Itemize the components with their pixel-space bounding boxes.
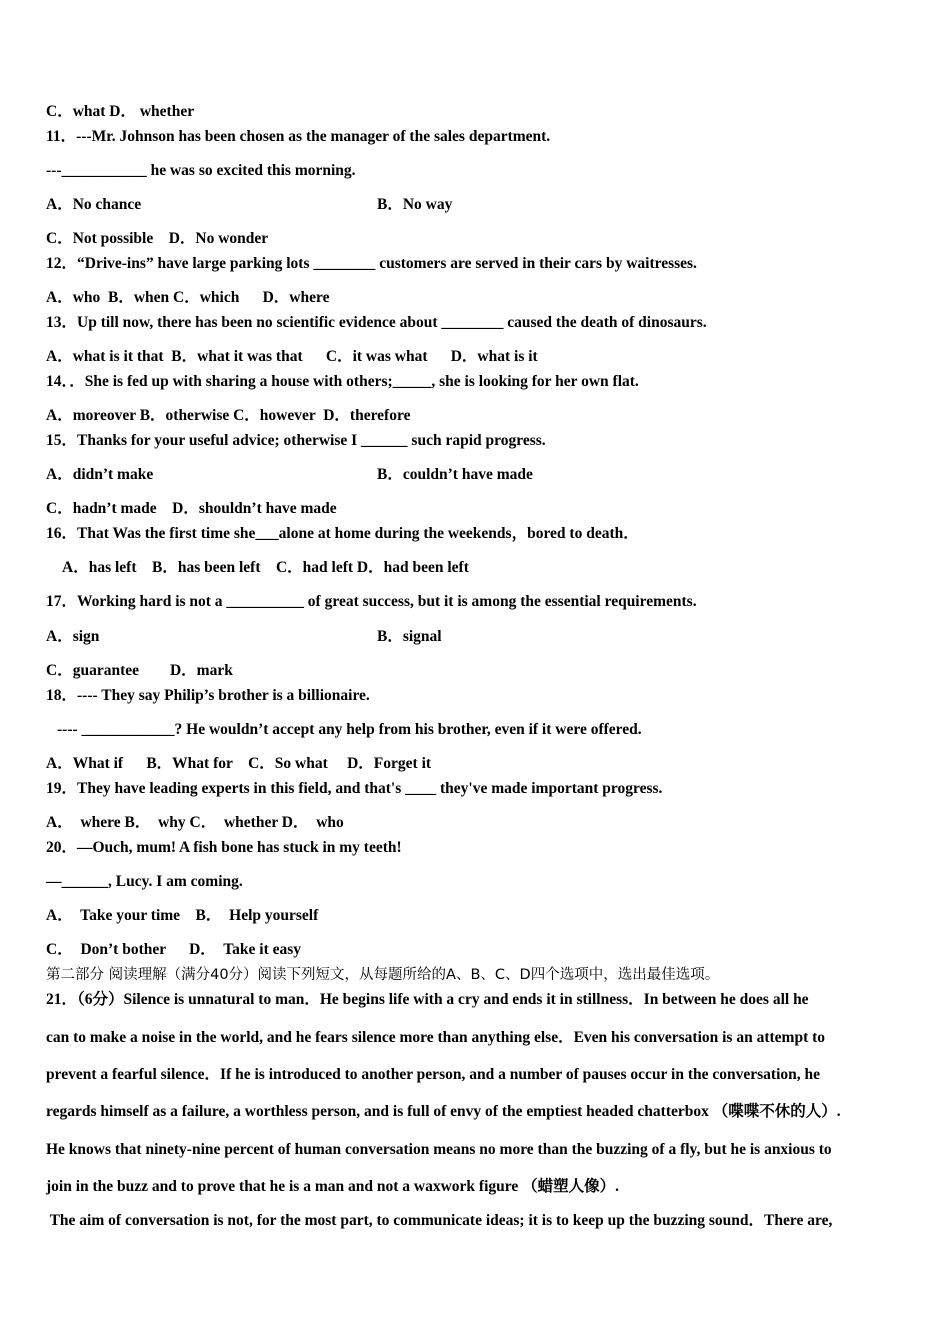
q15-options-cd: C．hadn’t made D．shouldn’t have made bbox=[46, 500, 337, 517]
q14-options: A．moreover B．otherwise C．however D．therefore bbox=[46, 407, 411, 424]
q11-option-b: B．No way bbox=[377, 196, 453, 213]
q11-reply: ---___________ he was so excited this morning. bbox=[46, 162, 356, 179]
q15-option-a: A．didn’t make bbox=[46, 466, 154, 483]
passage-line: join in the buzz and to prove that he is a man and not a waxwork figure （蜡塑人像）. bbox=[46, 1178, 619, 1195]
q20-options-ab: A． Take your time B． Help yourself bbox=[46, 907, 319, 924]
q10-options-cd: C．what D． whether bbox=[46, 103, 195, 120]
q20-reply: —______, Lucy. I am coming. bbox=[46, 873, 243, 890]
q15-option-b: B．couldn’t have made bbox=[377, 466, 533, 483]
q17-option-a: A．sign bbox=[46, 628, 100, 645]
q12-options: A．who B．when C．which D．where bbox=[46, 289, 330, 306]
q11-stem: 11．---Mr. Johnson has been chosen as the manager of the sales department. bbox=[46, 128, 551, 145]
q17-options-cd: C．guarantee D．mark bbox=[46, 662, 233, 679]
section-heading: 第二部分 阅读理解（满分40分）阅读下列短文，从每题所给的A、B、C、D四个选项中，选出最佳选项。 bbox=[46, 967, 720, 983]
passage-line: The aim of conversation is not, for the most part, to communicate ideas; it is to keep up the buzzing sound．There are, bbox=[46, 1212, 833, 1229]
q13-options: A．what is it that B．what it was that C．it was what D．what is it bbox=[46, 348, 538, 365]
q16-stem: 16．That Was the first time she___alone at home during the weekends，bored to death． bbox=[46, 525, 639, 542]
passage-line: He knows that ninety-nine percent of human conversation means no more than the buzzing of a fly, but he is anxious to bbox=[46, 1141, 832, 1158]
passage-line: can to make a noise in the world, and he fears silence more than anything else．Even his conversation is an attempt to bbox=[46, 1029, 826, 1046]
q15-stem: 15．Thanks for your useful advice; otherwise I ______ such rapid progress. bbox=[46, 432, 546, 449]
q19-options: A． where B． why C． whether D． who bbox=[46, 814, 344, 831]
q18-stem: 18．---- They say Philip’s brother is a billionaire. bbox=[46, 687, 370, 704]
passage-line: prevent a fearful silence．If he is introduced to another person, and a number of pauses occur in the conversation, he bbox=[46, 1066, 821, 1083]
passage-line: 21．（6分）Silence is unnatural to man．He begins life with a cry and ends it in stillness．In between he does all he bbox=[46, 991, 809, 1008]
q14-stem: 14．．She is fed up with sharing a house with others;_____, she is looking for her own flat. bbox=[46, 373, 639, 390]
q11-options-cd: C．Not possible D．No wonder bbox=[46, 230, 269, 247]
q20-options-cd: C． Don’t bother D． Take it easy bbox=[46, 941, 302, 958]
q18-options: A．What if B．What for C．So what D．Forget it bbox=[46, 755, 432, 772]
q20-stem: 20．—Ouch, mum! A fish bone has stuck in my teeth! bbox=[46, 839, 402, 856]
q13-stem: 13．Up till now, there has been no scientific evidence about ________ caused the death of dinosaurs. bbox=[46, 314, 707, 331]
q11-option-a: A．No chance bbox=[46, 196, 142, 213]
q17-option-b: B．signal bbox=[377, 628, 442, 645]
q17-stem: 17．Working hard is not a __________ of great success, but it is among the essential requirements. bbox=[46, 593, 697, 610]
q18-reply: ---- ____________? He wouldn’t accept any help from his brother, even if it were offered. bbox=[57, 721, 642, 738]
q16-options: A．has left B．has been left C．had left D．had been left bbox=[62, 559, 469, 576]
q19-stem: 19．They have leading experts in this field, and that's ____ they've made important progress. bbox=[46, 780, 663, 797]
passage-line: regards himself as a failure, a worthless person, and is full of envy of the emptiest headed chatterbox （喋喋不休的人）. bbox=[46, 1103, 841, 1120]
q12-stem: 12．“Drive-ins” have large parking lots ________ customers are served in their cars by waitresses. bbox=[46, 255, 697, 272]
